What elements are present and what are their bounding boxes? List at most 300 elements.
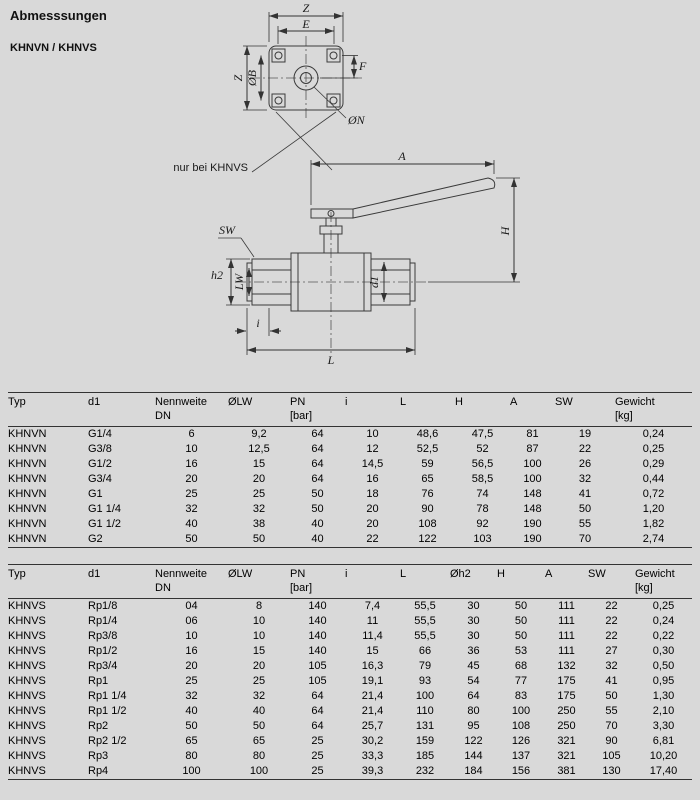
table-cell: 9,2 [251,428,267,440]
table-row [8,659,692,674]
table-cell: 16,3 [361,660,384,672]
table-cell: 41 [578,488,592,500]
table-cell: 16 [366,473,379,485]
table-row [8,629,692,644]
page-title: Abmesssungen [10,8,107,23]
table-cell: 321 [557,750,576,762]
table-cell: G1/2 [88,458,112,470]
table-cell: 65 [421,473,434,485]
dim-label-f: F [359,59,367,73]
table-cell: 20 [366,518,379,530]
table-row [8,599,692,615]
table-cell: 321 [557,735,576,747]
table-cell: 111 [558,645,575,657]
table-cell: G3/8 [88,443,112,455]
table-cell: 64 [311,473,324,485]
table-cell: 93 [418,675,432,687]
table-cell: 54 [467,675,480,687]
table-cell: 381 [557,765,576,777]
column-header: Gewicht [kg] [635,568,675,594]
table-cell: 126 [511,735,531,747]
table-cell: KHNVS [8,630,46,642]
dim-label-i: i [256,316,260,330]
table-cell: 77 [514,675,528,687]
table-cell: 38 [252,518,266,530]
table-cell: 19,1 [361,675,384,687]
table-cell: 10 [185,630,198,642]
table-cell: 32 [252,503,266,515]
column-header: Typ [8,568,26,580]
table-cell: 25,7 [361,720,384,732]
table-cell: 50 [252,533,266,545]
table-cell: 105 [308,660,327,672]
table-cell: 55,5 [414,615,436,627]
table-row [8,427,692,443]
table-cell: 137 [511,750,531,762]
table-cell: KHNVS [8,750,46,762]
table-cell: 148 [523,488,542,500]
table-cell: 59 [421,458,434,470]
table-cell: G2 [88,533,103,545]
column-header: Nennweite DN [155,396,207,422]
table-cell: 140 [308,615,327,627]
table-cell: 18 [366,488,379,500]
table-cell: 148 [523,503,542,515]
table-cell: G1 [88,488,103,500]
table-cell: KHNVS [8,645,46,657]
table-row [8,442,692,457]
dim-label-lw: LW [232,273,246,291]
table-cell: KHNVN [8,488,47,500]
column-header: L [400,568,407,580]
table-cell: 50 [514,600,528,612]
table-cell: Rp4 [88,765,109,777]
table-cell: Rp3/8 [88,630,118,642]
table-cell: 250 [557,705,576,717]
table-cell: 15 [252,458,266,470]
table-cell: KHNVN [8,503,47,515]
table-cell: 64 [311,690,324,702]
table-cell: 40 [252,705,266,717]
column-header: SW [588,568,606,580]
column-header: d1 [88,568,101,580]
table-cell: 175 [557,690,576,702]
table-cell: 30 [467,630,480,642]
table-row [8,674,692,689]
table-row [8,689,692,704]
table-cell: 04 [185,600,198,612]
table-cell: 20 [252,473,266,485]
dim-label-e: E [302,17,310,31]
table-cell: 190 [523,533,542,545]
table-cell: KHNVN [8,473,47,485]
table-cell: 0,24 [642,428,665,440]
table-cell: 40 [311,518,324,530]
table-cell: 70 [605,720,618,732]
table-cell: 90 [605,735,618,747]
table-cell: 65 [252,735,266,747]
table-cell: 12 [366,443,379,455]
dim-label-on: ØN [348,113,365,127]
khnvs-dimensions-table [8,564,692,780]
table-cell: 0,95 [652,675,675,687]
table-cell: 156 [511,765,531,777]
table-row [8,764,692,780]
table-cell: 1,30 [652,690,675,702]
table-row [8,614,692,629]
column-header: Typ [8,396,26,408]
table-cell: 40 [185,518,198,530]
table-cell: 64 [467,690,480,702]
table-cell: KHNVS [8,615,46,627]
table-cell: 140 [308,645,327,657]
table-cell: 105 [308,675,327,687]
table-cell: 33,3 [361,750,384,762]
dim-label-ob: ØB [245,70,259,86]
table-cell: 20 [185,660,198,672]
table-cell: 100 [249,765,269,777]
table-cell: Rp1 [88,675,109,687]
table-cell: 50 [311,503,324,515]
table-cell: 12,5 [248,443,270,455]
table-cell: 190 [523,518,542,530]
table-cell: KHNVS [8,600,46,612]
table-cell: KHNVN [8,458,47,470]
table-cell: 10 [366,428,379,440]
table-cell: 21,4 [361,705,384,717]
table-cell: 11 [366,615,379,627]
table-cell: 0,24 [652,615,675,627]
table-cell: 32 [185,503,198,515]
table-cell: 47,5 [471,428,494,440]
type-designation: KHNVN / KHNVS [10,42,97,54]
table-cell: 0,44 [642,473,665,485]
dim-label-a: A [398,149,406,163]
handle-lever [311,178,495,218]
table-cell: Rp1 1/2 [88,705,127,717]
table-cell: 22 [605,615,618,627]
table-cell: 50 [514,615,528,627]
table-cell: 10,20 [649,750,678,762]
table-cell: 25 [311,750,324,762]
table-cell: 21,4 [361,690,384,702]
table-cell: 17,40 [649,765,678,777]
table-cell: KHNVN [8,443,47,455]
table-cell: 20 [366,503,379,515]
table-cell: 0,29 [642,458,665,470]
table-cell: 20 [252,660,266,672]
table-cell: 50 [578,503,592,515]
table-cell: 50 [252,720,266,732]
valve-side-view [236,178,495,356]
table-cell: G3/4 [88,473,112,485]
table-cell: 64 [311,720,324,732]
table-cell: 40 [185,705,198,717]
column-header: d1 [88,396,101,408]
table-row [8,457,692,472]
table-cell: 50 [605,690,618,702]
table-cell: G1 1/4 [88,503,122,515]
table-cell: 48,6 [416,428,439,440]
table-cell: 55 [605,705,618,717]
table-cell: 15 [252,645,266,657]
column-header: i [345,396,348,408]
table-cell: 0,30 [652,645,675,657]
table-cell: 50 [311,488,324,500]
table-cell: 14,5 [361,458,384,470]
table-cell: 122 [464,735,483,747]
table-row [8,734,692,749]
table-cell: 19 [578,428,592,440]
table-cell: 8 [255,600,263,612]
table-cell: 25 [185,488,198,500]
table-cell: 64 [311,428,324,440]
dim-label-l: L [327,353,335,367]
table-cell: 100 [523,473,542,485]
table-cell: 30 [467,600,480,612]
table-cell: 1,20 [642,503,665,515]
table-cell: KHNVS [8,660,46,672]
valve-technical-drawing [0,0,700,392]
table-cell: 66 [418,645,432,657]
column-header: L [400,396,407,408]
table-cell: 68 [514,660,528,672]
table-cell: 2,74 [642,533,665,545]
dim-label-h: H [498,226,512,236]
table-row [8,749,692,764]
table-cell: 79 [418,660,432,672]
table-cell: 74 [476,488,489,500]
table-row [8,472,692,487]
column-header: SW [555,396,573,408]
table-cell: 0,25 [652,600,675,612]
table-cell: 1,82 [642,518,665,530]
table-cell: 52,5 [416,443,439,455]
table-cell: 39,3 [361,765,384,777]
table-cell: 7,4 [364,600,381,612]
table-cell: 50 [185,720,198,732]
table-cell: 81 [526,428,539,440]
table-row [8,517,692,532]
table-cell: 11,4 [362,630,383,642]
column-header: A [545,568,553,580]
table-cell: 32 [578,473,592,485]
table-cell: 25 [311,735,324,747]
table-cell: 22 [605,600,618,612]
header-row [8,393,692,427]
table-cell: 55,5 [414,630,436,642]
table-cell: 100 [182,765,201,777]
table-cell: 80 [467,705,480,717]
table-cell: KHNVS [8,765,46,777]
table-cell: KHNVS [8,720,46,732]
dim-label-z-left: Z [231,74,245,82]
table-cell: 52 [476,443,489,455]
table-cell: 27 [605,645,618,657]
table-cell: 3,30 [652,720,675,732]
table-cell: 6 [188,428,195,440]
table-cell: KHNVN [8,533,47,545]
table-cell: Rp1/8 [88,600,118,612]
table-cell: 64 [311,443,324,455]
table-cell: 6,81 [652,735,675,747]
table-cell: 30 [467,615,480,627]
table-row [8,502,692,517]
table-cell: 15 [366,645,379,657]
table-cell: 32 [185,690,198,702]
column-header: ØLW [228,396,253,408]
table-cell: 87 [526,443,539,455]
dimension-tables [8,392,692,780]
table-cell: KHNVS [8,675,46,687]
dim-label-z-top: Z [302,1,310,15]
flange-dimensions [231,1,367,127]
table-cell: 53 [514,645,528,657]
table-cell: 80 [185,750,198,762]
table-cell: 70 [578,533,592,545]
table-cell: KHNVS [8,690,46,702]
table-cell: 40 [311,533,324,545]
column-header: PN [bar] [290,568,313,594]
table-cell: KHNVN [8,428,47,440]
table-cell: 25 [252,675,266,687]
table-cell: KHNVS [8,705,46,717]
table-cell: 0,22 [652,630,675,642]
khnvn-dimensions-table [8,392,692,548]
projection-lines [173,112,336,174]
table-cell: 140 [308,630,327,642]
table-cell: 26 [578,458,592,470]
table-row [8,719,692,734]
dim-label-sw: SW [219,223,235,237]
table-cell: 132 [557,660,576,672]
column-header: Øh2 [450,568,471,580]
table-row [8,487,692,502]
table-cell: Rp1 1/4 [88,690,127,702]
table-cell: 140 [308,600,327,612]
table-cell: 111 [558,600,575,612]
table-cell: 36 [467,645,480,657]
table-cell: 50 [185,533,198,545]
table-cell: Rp1/2 [88,645,118,657]
table-cell: KHNVS [8,735,46,747]
table-cell: 32 [605,660,618,672]
table-cell: 83 [514,690,528,702]
table-cell: 20 [185,473,198,485]
table-cell: 25 [185,675,198,687]
table-cell: Rp1/4 [88,615,118,627]
column-header: Nennweite DN [155,568,207,594]
table-cell: 10 [185,443,198,455]
table-cell: G1 1/2 [88,518,122,530]
table-cell: 90 [421,503,434,515]
header-row [8,565,692,599]
table-cell: 159 [415,735,435,747]
table-cell: Rp2 [88,720,109,732]
table-cell: 22 [366,533,379,545]
table-cell: 144 [464,750,483,762]
table-cell: 64 [311,458,324,470]
table-cell: 58,5 [471,473,494,485]
table-cell: 111 [558,630,575,642]
table-cell: 55 [578,518,592,530]
table-cell: 10 [252,615,266,627]
table-cell: 122 [418,533,437,545]
table-cell: 25 [311,765,324,777]
table-cell: 45 [467,660,480,672]
table-cell: 25 [252,488,266,500]
table-cell: 100 [523,458,542,470]
table-cell: 131 [415,720,435,732]
table-cell: 30,2 [361,735,384,747]
column-header: A [510,396,518,408]
table-cell: 78 [476,503,489,515]
table-cell: 50 [514,630,528,642]
table-row [8,704,692,719]
table-cell: 10 [252,630,266,642]
table-cell: 92 [476,518,489,530]
table-cell: 130 [602,765,621,777]
table-cell: 100 [511,705,531,717]
table-cell: 0,25 [642,443,665,455]
table-cell: 06 [185,615,198,627]
table-cell: 105 [602,750,621,762]
table-cell: 0,50 [652,660,675,672]
table-cell: 111 [558,615,575,627]
table-row [8,644,692,659]
table-cell: G1/4 [88,428,112,440]
table-cell: 110 [416,705,434,717]
table-cell: 32 [252,690,266,702]
table-cell: 80 [252,750,266,762]
table-cell: Rp2 1/2 [88,735,127,747]
table-cell: 0,72 [642,488,665,500]
column-header: H [497,568,505,580]
table-cell: 103 [473,533,492,545]
table-cell: 76 [421,488,434,500]
table-cell: 65 [185,735,198,747]
table-cell: 55,5 [414,600,436,612]
table-cell: 100 [415,690,435,702]
table-cell: 95 [467,720,480,732]
table-cell: 16 [185,458,198,470]
table-cell: 22 [578,443,592,455]
table-cell: 250 [557,720,576,732]
column-header: PN [bar] [290,396,313,422]
table-cell: 185 [415,750,435,762]
table-cell: KHNVN [8,518,47,530]
column-header: Gewicht [kg] [615,396,655,422]
note-nur-bei-khnvs: nur bei KHNVS [173,162,248,174]
table-row [8,532,692,548]
table-cell: 16 [185,645,198,657]
column-header: H [455,396,463,408]
table-cell: 56,5 [471,458,494,470]
column-header: i [345,568,348,580]
table-cell: 64 [311,705,324,717]
table-cell: 175 [557,675,576,687]
table-cell: 108 [418,518,437,530]
table-cell: 108 [511,720,531,732]
table-cell: Rp3 [88,750,109,762]
column-header: ØLW [228,568,253,580]
table-cell: 41 [605,675,618,687]
dim-label-d1: d1 [367,276,381,288]
table-cell: Rp3/4 [88,660,118,672]
table-cell: 22 [605,630,618,642]
dim-label-h2: h2 [211,268,223,282]
table-cell: 232 [415,765,435,777]
